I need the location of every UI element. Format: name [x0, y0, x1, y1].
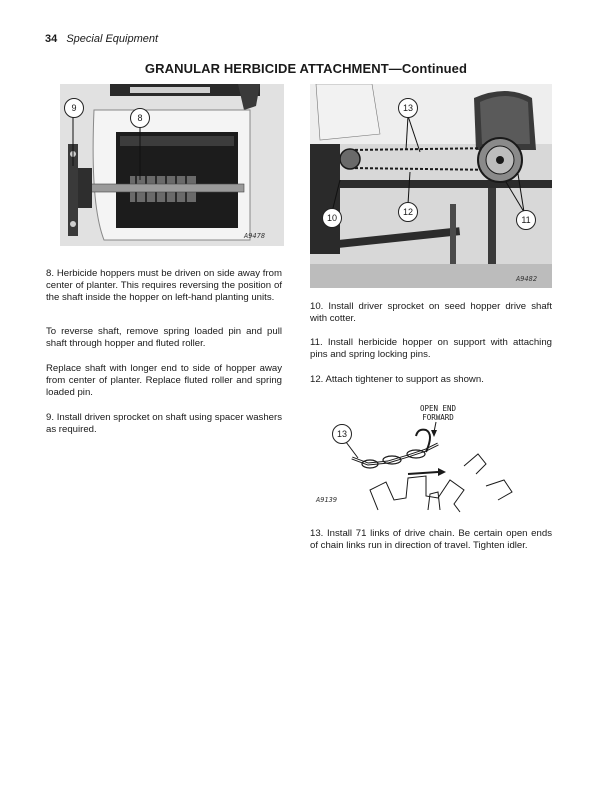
replace-shaft-paragraph: Replace shaft with longer end to side of hopper away from center of planter. Replace fluted roller and spring loaded pin. — [46, 363, 282, 398]
page-title: GRANULAR HERBICIDE ATTACHMENT—Continued — [144, 61, 468, 76]
reverse-shaft-text — [46, 326, 282, 350]
step-11-paragraph: 11. Install herbicide hopper on support with attaching pins and spring locking pins. — [310, 337, 552, 360]
forward-label: FORWARD — [422, 413, 454, 422]
open-end-label: OPEN END — [419, 404, 457, 413]
step-9-paragraph: 9. Install driven sprocket on shaft using spacer washers as required. — [46, 412, 282, 435]
step-13-paragraph: 13. Install 71 links of drive chain. Be certain open ends of chain links run in direction of travel. Tighten idler. — [310, 528, 552, 551]
step-11-text — [310, 337, 552, 361]
figure-id: A9482 — [516, 275, 538, 283]
step-9-text — [46, 412, 282, 436]
callout-12: 12 — [398, 202, 418, 222]
section-name: Special Equipment — [66, 33, 159, 45]
figure-id: A9478 — [244, 232, 266, 240]
callout-11: 11 — [516, 210, 536, 230]
step-12-paragraph: 12. Attach tightener to support as shown. — [310, 374, 484, 385]
callout-10: 10 — [322, 208, 342, 228]
hopper-shaft-illustration — [60, 84, 284, 246]
callout-9: 9 — [64, 98, 84, 118]
reverse-shaft-paragraph: To reverse shaft, remove spring loaded pin and pull shaft through hopper and fluted roller. — [46, 326, 282, 349]
chain-diagram — [308, 404, 538, 514]
step-10-paragraph: 10. Install driver sprocket on seed hopper drive shaft with cotter. — [310, 301, 552, 324]
page-header — [45, 33, 158, 45]
page-number: 34 — [45, 33, 58, 45]
callout-13: 13 — [398, 98, 418, 118]
figure-id: A9139 — [316, 496, 338, 504]
step-12-text — [310, 374, 552, 386]
step-10-text — [310, 301, 552, 325]
step-8-text — [46, 268, 282, 303]
photo-hopper-shaft — [60, 84, 284, 246]
step-13-text — [310, 528, 552, 552]
step-8-paragraph: 8. Herbicide hoppers must be driven on side away from center of planter. This requires reversing the position of the shaft inside the hopper on left-hand planting units. — [46, 268, 282, 303]
replace-shaft-text — [46, 363, 282, 398]
callout-13: 13 — [332, 424, 352, 444]
photo-planter-drive — [310, 84, 552, 288]
planter-drive-illustration — [310, 84, 552, 288]
open-end-forward-label — [408, 404, 468, 422]
callout-8: 8 — [130, 108, 150, 128]
